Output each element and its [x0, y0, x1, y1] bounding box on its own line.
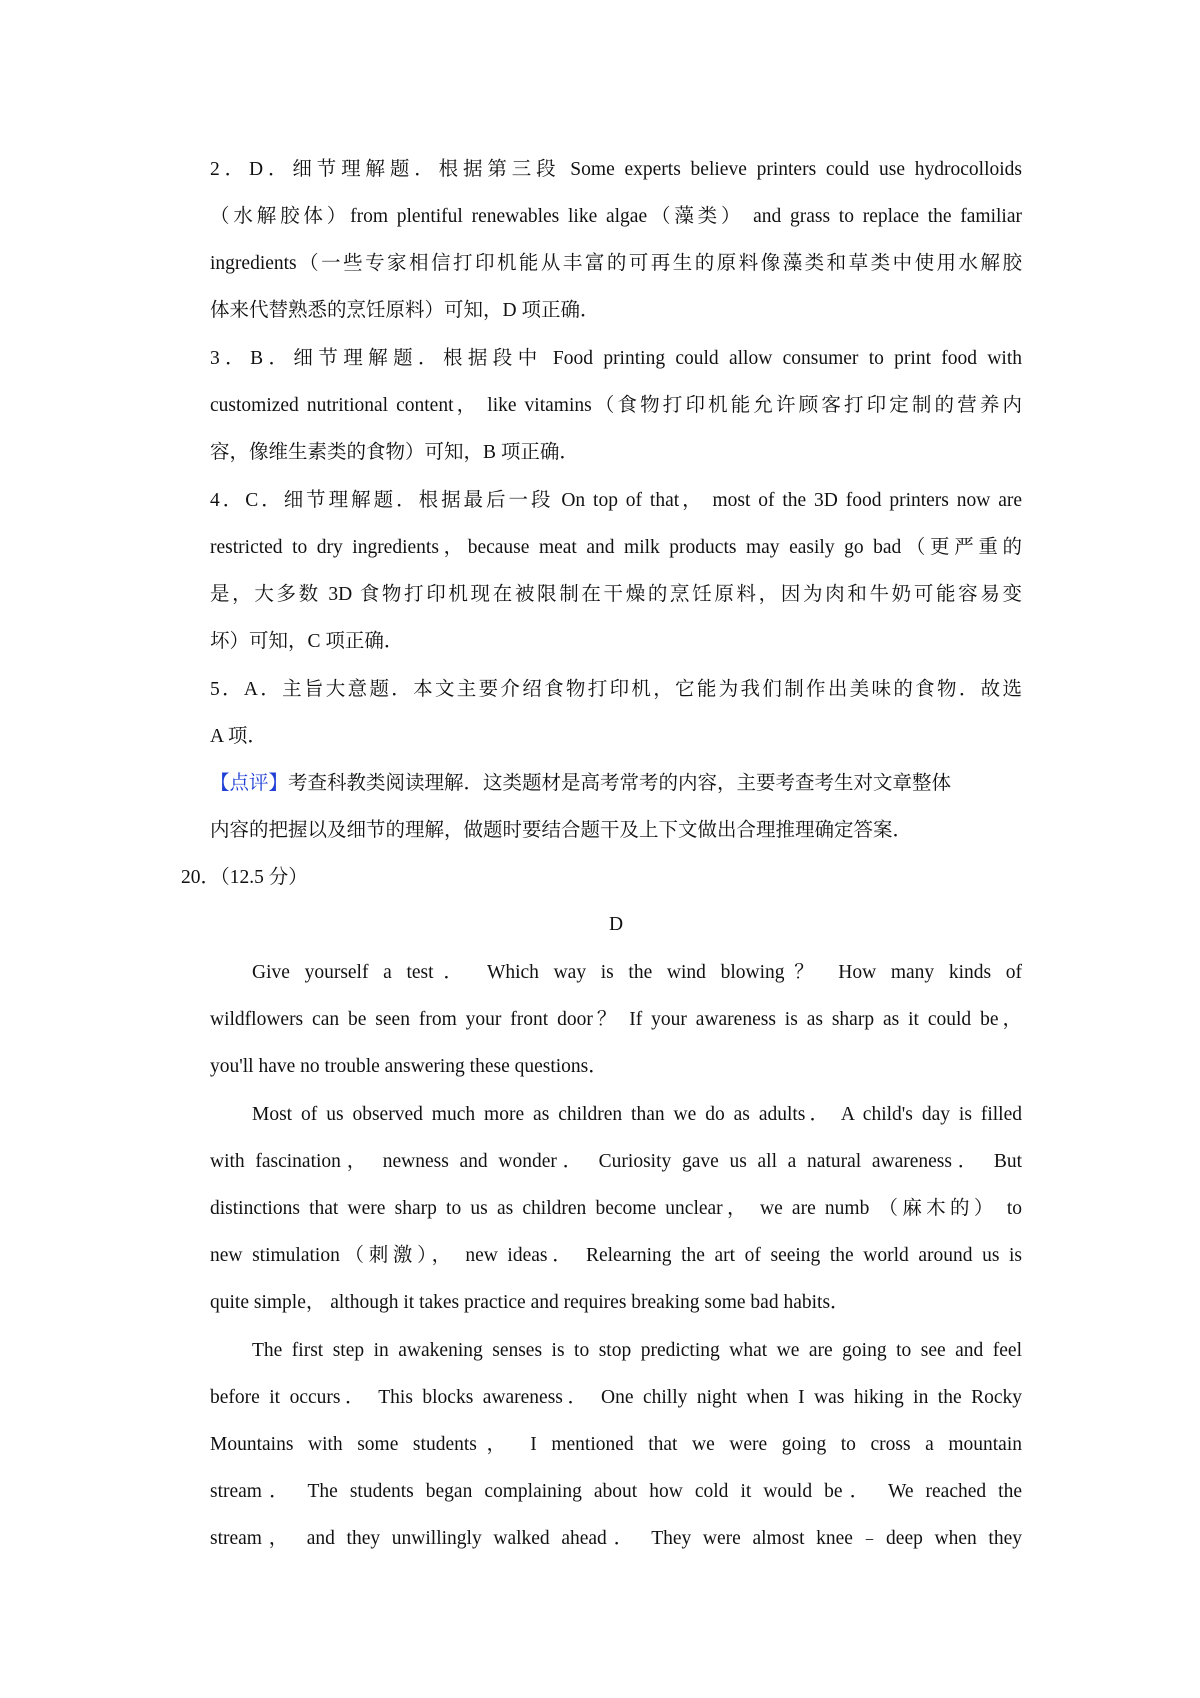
answer-3-line-3: 容，像维生素类的食物）可知，B 项正确． — [210, 442, 579, 463]
paragraph-3-line-1: The first step in awakening senses is to stop predicting what we are going to see and feel — [252, 1340, 1022, 1361]
paragraph-2-line-3: distinctions that were sharp to us as children become unclear， we are numb （麻木的） to — [210, 1198, 1022, 1219]
answer-5-line-1: 5．A．主旨大意题．本文主要介绍食物打印机，它能为我们制作出美味的食物．故选 — [210, 679, 1022, 700]
answer-3-line-2: customized nutritional content， like vitamins（食物打印机能允许顾客打印定制的营养内 — [210, 395, 1022, 416]
comment-text-1: 考查科教类阅读理解．这类题材是高考常考的内容，主要考查考生对文章整体 — [288, 773, 952, 794]
paragraph-2-line-5: quite simple， although it takes practice and requires breaking some bad habits． — [210, 1292, 850, 1313]
answer-4-line-3: 是，大多数 3D 食物打印机现在被限制在干燥的烹饪原料，因为肉和牛奶可能容易变 — [210, 584, 1022, 605]
paragraph-1-line-1: Give yourself a test． Which way is the wind blowing？ How many kinds of — [252, 962, 1022, 983]
paragraph-1-line-2: wildflowers can be seen from your front door？ If your awareness is as sharp as it could be， — [210, 1009, 1022, 1030]
answer-2-line-4: 体来代替熟悉的烹饪原料）可知，D 项正确． — [210, 300, 600, 321]
passage-title: D — [608, 914, 624, 935]
answer-5-line-2: A 项． — [210, 726, 267, 747]
question-20-header: 20．（12.5 分） — [181, 867, 308, 888]
paragraph-1-line-3: you'll have no trouble answering these questions． — [210, 1056, 608, 1077]
answer-3-line-1: 3．B．细节理解题．根据段中 Food printing could allow consumer to print food with — [210, 348, 1022, 369]
paragraph-2-line-4: new stimulation（刺激）， new ideas． Relearning the art of seeing the world around us is — [210, 1245, 1022, 1266]
comment-label: 【点评】 — [210, 773, 289, 794]
paragraph-2-line-1: Most of us observed much more as children than we do as adults． A child's day is filled — [252, 1104, 1022, 1125]
paragraph-2-line-2: with fascination， newness and wonder． Curiosity gave us all a natural awareness． But — [210, 1151, 1022, 1172]
answer-2-line-3: ingredients（一些专家相信打印机能从丰富的可再生的原料像藻类和草类中使用水解胶 — [210, 253, 1022, 274]
paragraph-3-line-4: stream． The students began complaining about how cold it would be． We reached the — [210, 1481, 1022, 1502]
answer-4-line-1: 4．C．细节理解题．根据最后一段 On top of that， most of the 3D food printers now are — [210, 490, 1022, 511]
paragraph-3-line-3: Mountains with some students， I mentioned that we were going to cross a mountain — [210, 1434, 1022, 1455]
answer-2-line-1: 2．D．细节理解题．根据第三段 Some experts believe printers could use hydrocolloids — [210, 159, 1022, 180]
comment-line-2: 内容的把握以及细节的理解，做题时要结合题干及上下文做出合理推理确定答案． — [210, 820, 913, 841]
paragraph-3-line-5: stream， and they unwillingly walked ahead． They were almost knee﹣deep when they — [210, 1528, 1022, 1549]
paragraph-3-line-2: before it occurs． This blocks awareness． One chilly night when I was hiking in the Rocky — [210, 1387, 1022, 1408]
comment-line-1 — [210, 771, 1022, 797]
answer-4-line-4: 坏）可知，C 项正确． — [210, 631, 404, 652]
answer-2-line-2: （水解胶体）from plentiful renewables like algae（藻类） and grass to replace the familiar — [210, 206, 1022, 227]
answer-4-line-2: restricted to dry ingredients，because meat and milk products may easily go bad（更严重的 — [210, 537, 1022, 558]
